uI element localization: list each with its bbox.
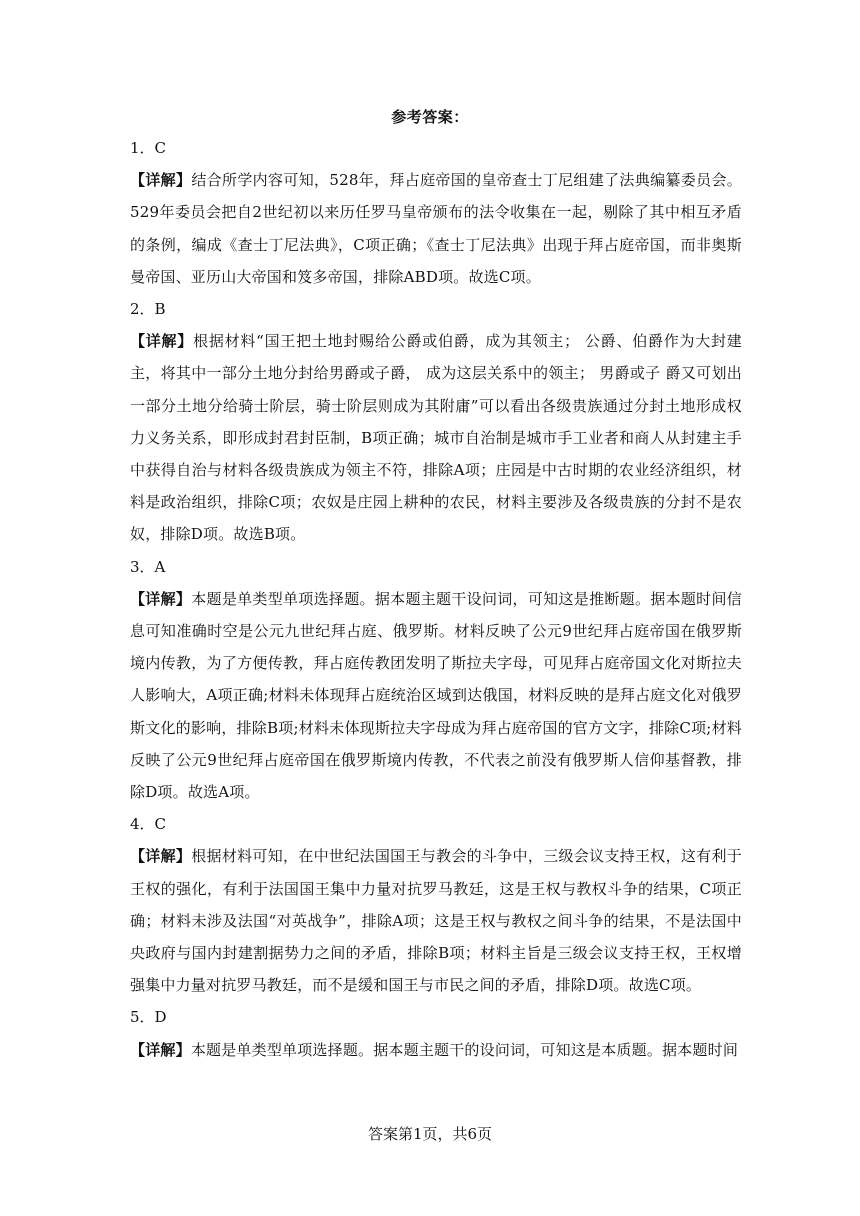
answer-item-1 (130, 132, 742, 293)
answer-item-5 (130, 1001, 742, 1065)
explanation-tag: 【详解】 (130, 1040, 191, 1059)
explanation-tag: 【详解】 (130, 171, 192, 190)
answer-explanation (130, 1034, 742, 1066)
page-title: 参考答案： (391, 108, 469, 126)
answer-number: 3．A (130, 557, 166, 576)
explanation-tag: 【详解】 (130, 332, 194, 351)
answer-explanation (130, 325, 742, 550)
explanation-tag: 【详解】 (130, 847, 192, 866)
answer-item-2 (130, 293, 742, 551)
answer-item-3 (130, 551, 742, 809)
answer-number: 4．C (130, 815, 167, 834)
answer-number: 1．C (130, 139, 167, 157)
explanation-text: 本题是单类型单项选择题。据本题主题干的设问词，可知这是本质题。据本题时间 (190, 1040, 739, 1059)
answer-number: 5．D (130, 1008, 167, 1027)
answer-list (130, 132, 742, 1066)
answer-explanation (130, 840, 742, 1001)
explanation-text: 结合所学内容可知，528年，拜占庭帝国的皇帝查士丁尼组建了法典编纂委员会。529年委员会把自2世纪初以来历任罗马皇帝颁布的法令收集在一起，剔除了其中相互矛盾的条例，编成《查士丁尼法典》，C项正确；《查士丁尼法典》出现于拜占庭帝国，而非奥斯曼帝国、亚历山大帝国和笈多帝国，排除ABD项。故选C项。 (130, 171, 742, 286)
answer-number: 2．B (130, 300, 166, 319)
explanation-text: 根据材料可知，在中世纪法国国王与教会的斗争中，三级会议支持王权，这有利于王权的强化，有利于法国国王集中力量对抗罗马教廷，这是王权与教权斗争的结果，C项正确；材料未涉及法国“对英战争”，排除A项；这是王权与教权之间斗争的结果，不是法国中央政府与国内封建割据势力之间的矛盾，排除B项；材料主旨是三级会议支持王权，王权增强集中力量对抗罗马教廷，而不是缓和国王与市民之间的矛盾，排除D项。故选C项。 (130, 847, 742, 995)
answer-explanation (130, 164, 742, 293)
page-footer: 答案第1页，共6页 (367, 1125, 493, 1143)
explanation-tag: 【详解】 (130, 589, 192, 608)
answer-explanation (130, 583, 742, 808)
explanation-text: 本题是单类型单项选择题。据本题主题干设问词，可知这是推断题。据本题时间信息可知准确时空是公元九世纪拜占庭、俄罗斯。材料反映了公元9世纪拜占庭帝国在俄罗斯境内传教，为了方便传教，拜占庭传教团发明了斯拉夫字母，可见拜占庭帝国文化对斯拉夫人影响大，A项正确;材料未体现拜占庭统治区域到达俄国，材料反映的是拜占庭文化对俄罗斯文化的影响，排除B项;材料未体现斯拉夫字母成为拜占庭帝国的官方文字，排除C项;材料反映了公元9世纪拜占庭帝国在俄罗斯境内传教，不代表之前没有俄罗斯人信仰基督教，排除D项。故选A项。 (130, 589, 742, 802)
explanation-text: 根据材料“国王把土地封赐给公爵或伯爵，成为其领主； 公爵、伯爵作为大封建主，将其中一部分土地分封给男爵或子爵， 成为这层关系中的领主； 男爵或子 爵又可划出一部分土地分给骑士阶层，骑士阶层则成为其附庸”可以看出各级贵族通过分封土地形成权力义务关系，即形成封君封臣制，B项正确；城市自治制是城市手工业者和商人从封建主手中获得自治与材料各级贵族成为领主不符，排除A项；庄园是中古时期的农业经济组织，材料是政治组织，排除C项；农奴是庄园上耕种的农民，材料主要涉及各级贵族的分封不是农奴，排除D项。故选B项。 (130, 332, 742, 544)
answer-item-4 (130, 808, 742, 1001)
